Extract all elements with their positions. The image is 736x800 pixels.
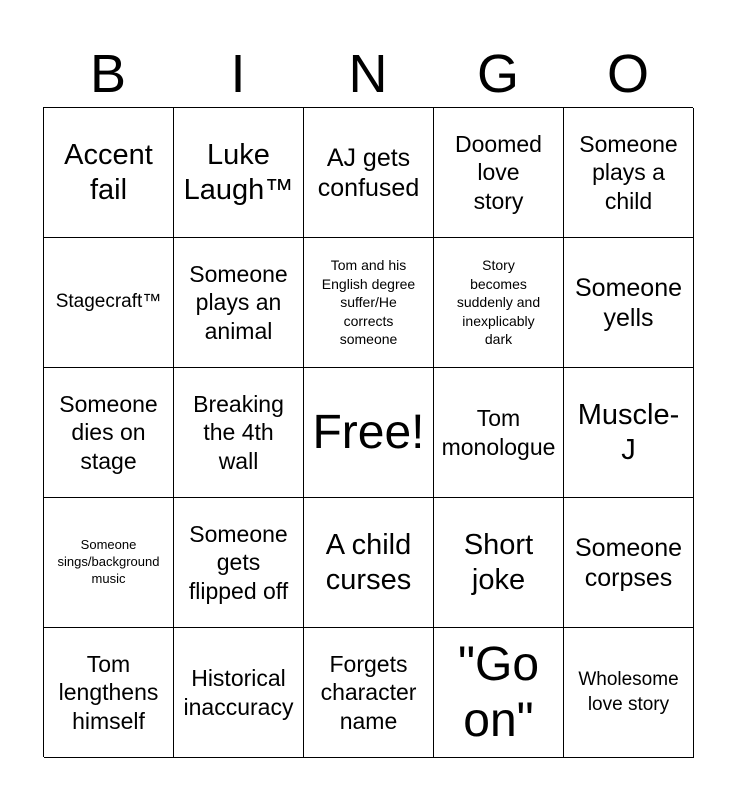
bingo-cell[interactable] [44,108,174,238]
cell-text: Historical inaccuracy [183,665,294,720]
bingo-cell[interactable] [304,238,434,368]
bingo-cell[interactable] [434,628,564,758]
cell-text: Stagecraft™ [55,291,162,313]
bingo-cell[interactable] [174,108,304,238]
cell-text: Breaking the 4th wall [193,391,284,474]
bingo-cell[interactable] [304,628,434,758]
bingo-cell[interactable] [174,498,304,628]
bingo-cell[interactable] [564,498,694,628]
bingo-cell[interactable] [564,238,694,368]
bingo-cell[interactable] [44,628,174,758]
cell-text: Someone sings/background music [57,537,160,586]
cell-text: AJ gets confused [317,143,420,202]
cell-text: Someone gets flipped off [188,521,289,604]
bingo-cell[interactable] [174,368,304,498]
cell-text: Someone plays a child [579,131,678,214]
cell-text: Tom lengthens himself [58,651,159,734]
bingo-cell[interactable] [564,628,694,758]
bingo-header [43,40,693,108]
bingo-cell[interactable] [174,628,304,758]
cell-text: A child curses [325,528,412,596]
bingo-cell[interactable] [434,368,564,498]
bingo-cell[interactable] [564,368,694,498]
header-letter-o: O [606,44,649,104]
header-letter-g: G [476,44,519,104]
cell-text: Someone yells [574,273,683,332]
cell-text: Wholesome love story [578,668,679,715]
cell-text: Doomed love story [455,131,542,214]
cell-text: Luke Laugh™ [183,138,294,206]
cell-text: Accent fail [64,138,153,206]
cell-text: Someone dies on stage [59,391,158,474]
cell-text: Tom and his English degree suffer/He corrects someone [321,257,416,348]
cell-text: Short joke [463,528,534,596]
bingo-cell[interactable] [304,108,434,238]
free-space-text: Free! [312,405,425,459]
header-letter-n: N [348,44,388,104]
bingo-cell[interactable] [44,368,174,498]
bingo-grid [43,107,693,757]
header-letter-b: B [89,44,127,104]
bingo-cell[interactable] [434,498,564,628]
header-letter-i: I [230,44,246,104]
bingo-cell[interactable] [564,108,694,238]
cell-text: Tom monologue [441,405,556,460]
cell-text: Forgets character name [320,651,417,734]
free-space-cell[interactable] [304,368,434,498]
bingo-cell[interactable] [304,498,434,628]
bingo-cell[interactable] [44,238,174,368]
bingo-cell[interactable] [434,108,564,238]
cell-text: Story becomes suddenly and inexplicably dark [456,257,541,348]
cell-text: Someone corpses [574,533,683,592]
cell-text: Muscle- J [577,398,680,466]
bingo-cell[interactable] [44,498,174,628]
cell-text: "Go on" [457,638,540,747]
bingo-cell[interactable] [434,238,564,368]
bingo-cell[interactable] [174,238,304,368]
cell-text: Someone plays an animal [189,261,288,344]
